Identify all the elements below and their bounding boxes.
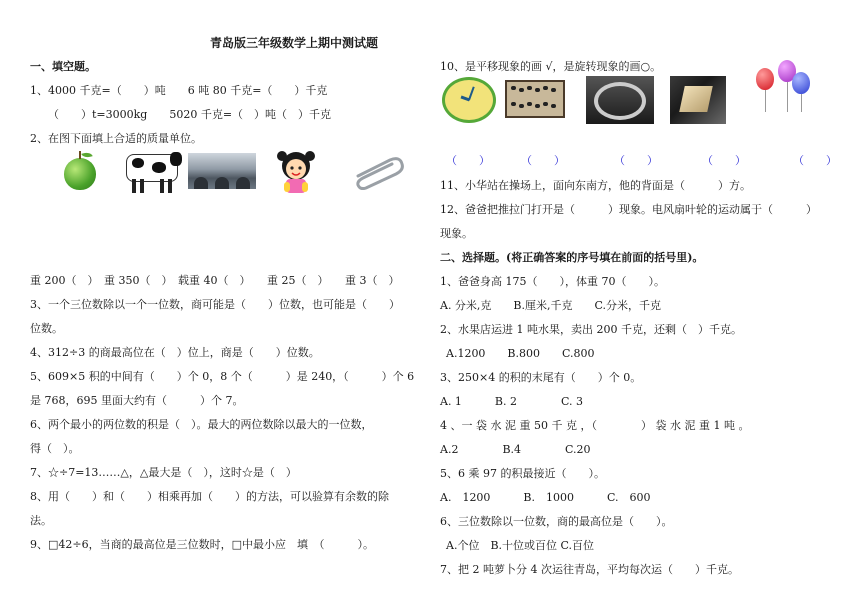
question-5-line-2: 是 768，695 里面大约有（ ）个 7。 xyxy=(30,394,244,407)
q10-blank-balloons[interactable]: （ ） xyxy=(793,154,837,167)
choice-2: 2、水果店运进 1 吨水果，卖出 200 千克，还剩（ ）千克。 xyxy=(440,323,742,336)
choice-4: 4 、一 袋 水 泥 重 50 千 克 ，（ ） 袋 水 泥 重 1 吨 。 xyxy=(440,419,750,432)
question-10: 10、是平移现象的画 √，是旋转现象的画○。 xyxy=(440,60,662,73)
section-choice-heading: 二、选择题。(将正确答案的序号填在前面的括号里)。 xyxy=(440,251,704,264)
question-2: 2、在图下面填上合适的质量单位。 xyxy=(30,132,202,145)
question-2-unit-blanks: 重 200（ ） 重 350（ ） 载重 40（ ） 重 25（ ） 重 3（ ） xyxy=(30,274,400,287)
question-6-line-2: 得（ ）。 xyxy=(30,442,80,455)
abacus-icon xyxy=(505,80,565,118)
question-12-line-1: 12、爸爸把推拉门打开是（ ）现象。电风扇叶轮的运动属于（ ） xyxy=(440,203,817,216)
paperclip-icon xyxy=(352,154,408,190)
q10-blank-door[interactable]: （ ） xyxy=(702,154,746,167)
section-fill-in-heading: 一、填空题。 xyxy=(30,60,96,73)
question-9: 9、□42÷6，当商的最高位是三位数时，□中最小应 填 （ ）。 xyxy=(30,538,374,551)
question-11: 11、小华站在操场上，面向东南方，他的背面是（ ）方。 xyxy=(440,179,751,192)
choice-6-options: A.个位 B.十位或百位 C.百位 xyxy=(446,539,595,552)
choice-1-options: A. 分米,克 B.厘米,千克 C.分米，千克 xyxy=(440,299,662,312)
choice-7: 7、把 2 吨萝卜分 4 次运往青岛，平均每次运（ ）千克。 xyxy=(440,563,739,576)
balloons-icon xyxy=(752,58,814,116)
question-5-line-1: 5、609×5 积的中间有（ ）个 0，8 个（ ）是 240，（ ）个 6 xyxy=(30,370,415,383)
choice-5: 5、6 乘 97 的积最接近（ ）。 xyxy=(440,467,605,480)
choice-3: 3、250×4 的积的末尾有（ ）个 0。 xyxy=(440,371,642,384)
clock-icon xyxy=(442,77,496,123)
question-1-line-1: 1、4000 千克=（ ）吨 6 吨 80 千克=（ ）千克 xyxy=(30,84,328,97)
choice-4-options: A.2 B.4 C.20 xyxy=(440,443,591,456)
choice-1: 1、爸爸身高 175（ ），体重 70（ ）。 xyxy=(440,275,665,288)
question-4: 4、312÷3 的商最高位在（ ）位上，商是（ ）位数。 xyxy=(30,346,320,359)
steering-wheel-icon xyxy=(586,76,654,124)
page-title: 青岛版三年级数学上期中测试题 xyxy=(210,36,379,50)
apple-icon xyxy=(60,150,100,192)
question-12-line-2: 现象。 xyxy=(440,227,473,240)
question-7: 7、☆÷7=13……△，△最大是（ ），这时☆是（ ） xyxy=(30,466,297,479)
choice-5-options: A. 1200 B. 1000 C. 600 xyxy=(440,491,651,504)
girl-icon xyxy=(272,148,320,196)
question-3-line-2: 位数。 xyxy=(30,322,63,335)
cow-icon xyxy=(118,148,184,196)
sliding-door-icon xyxy=(670,76,726,124)
q10-blank-clock[interactable]: （ ） xyxy=(446,154,490,167)
q10-blank-abacus[interactable]: （ ） xyxy=(521,154,565,167)
question-3-line-1: 3、一个三位数除以一个一位数，商可能是（ ）位数，也可能是（ ） xyxy=(30,298,400,311)
q10-blank-steering-wheel[interactable]: （ ） xyxy=(614,154,658,167)
choice-2-options: A.1200 B.800 C.800 xyxy=(446,347,595,360)
question-1-line-2: （ ）t=3000kg 5020 千克=（ ）吨（ ）千克 xyxy=(48,108,332,121)
choice-6: 6、三位数除以一位数，商的最高位是（ ）。 xyxy=(440,515,673,528)
question-6-line-1: 6、两个最小的两位数的积是（ ）。最大的两位数除以最大的一位数， xyxy=(30,418,373,431)
bridge-icon xyxy=(188,153,256,189)
choice-3-options: A. 1 B. 2 C. 3 xyxy=(440,395,584,408)
question-8-line-2: 法。 xyxy=(30,514,52,527)
question-8-line-1: 8、用（ ）和（ ）相乘再加（ ）的方法，可以验算有余数的除 xyxy=(30,490,389,503)
